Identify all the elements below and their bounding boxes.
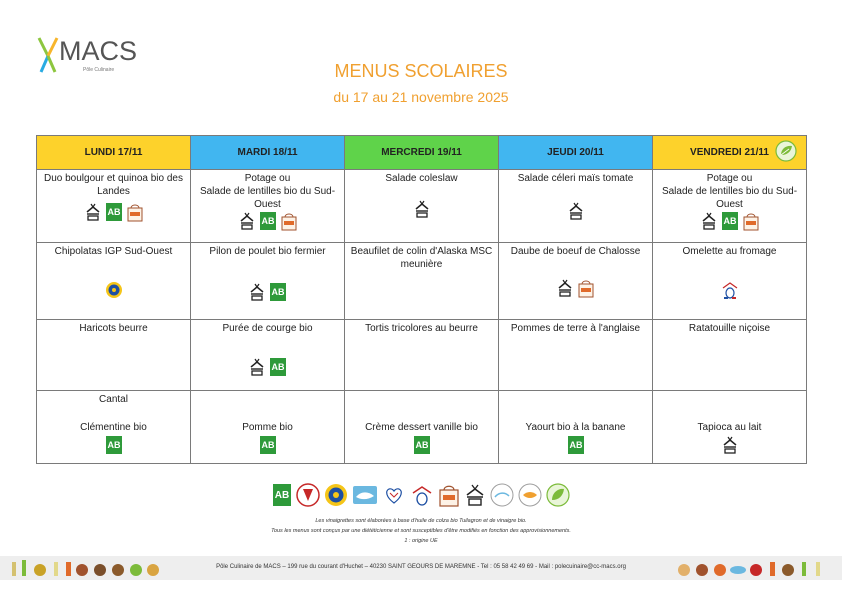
ab-bio-icon	[269, 357, 287, 377]
svg-text:AB: AB	[271, 287, 285, 297]
fait-maison-icon	[84, 202, 102, 222]
oeufs-france-icon	[721, 280, 739, 300]
day-header-wednesday	[345, 136, 499, 170]
fait-maison-icon	[238, 211, 256, 231]
footer-food-illustrations-right	[676, 558, 836, 578]
oeufs-france-icon	[410, 483, 434, 507]
svg-text:AB: AB	[723, 216, 736, 226]
ab-bio-icon	[413, 435, 431, 455]
menu-cell	[345, 170, 499, 243]
peche-durable-icon	[518, 483, 542, 507]
dish-name: Omelette au fromage	[682, 246, 777, 257]
label-rouge-icon	[296, 483, 320, 507]
page-title: MENUS SCOLAIRES	[334, 61, 508, 81]
menu-row-plat	[37, 243, 807, 320]
fait-maison-icon	[700, 211, 718, 231]
dish-name: Salade céleri maïs tomate	[517, 173, 634, 184]
msc-icon	[352, 484, 378, 506]
igp-icon	[105, 280, 123, 300]
fait-maison-icon	[556, 278, 574, 298]
svg-text:AB: AB	[569, 440, 582, 450]
day-header-monday	[37, 136, 191, 170]
note-origine: 1 : origine UE	[404, 538, 438, 544]
ab-bio-icon	[105, 202, 123, 222]
label-legend	[272, 483, 570, 507]
menu-cell	[653, 243, 807, 320]
dish-name: Duo boulgour et quinoa bio des Landes	[44, 173, 183, 197]
note-vinaigrette: Les vinaigrettes sont élaborées à base d'huile de colza bio Tuilagron et de vinaigre bio.	[315, 518, 527, 524]
ab-bio-icon	[105, 435, 123, 455]
fait-maison-icon	[464, 483, 486, 507]
dish-name-alt: Salade de lentilles bio du Sud-Ouest	[661, 186, 798, 210]
dish-name-alt: Clémentine bio	[80, 422, 147, 433]
menu-cell	[499, 170, 653, 243]
dish-name: Tapioca au lait	[697, 422, 762, 433]
dish-name: Salade coleslaw	[385, 173, 458, 184]
vegetarian-leaf-icon	[775, 140, 797, 162]
svg-text:AB: AB	[261, 216, 274, 226]
dish-name-alt: Salade de lentilles bio du Sud-Ouest	[199, 186, 336, 210]
dish-name: Pilon de poulet bio fermier	[209, 246, 326, 257]
menu-cell	[37, 170, 191, 243]
menu-cell	[345, 243, 499, 320]
menu-cell	[499, 320, 653, 391]
fruits-icon	[676, 558, 836, 578]
menu-row-entree	[37, 170, 807, 243]
menu-row-accompagnement	[37, 320, 807, 391]
fait-maison-icon	[413, 199, 431, 219]
svg-text:AB: AB	[415, 440, 428, 450]
svg-text:AB: AB	[107, 440, 120, 450]
dish-name: Pommes de terre à l'anglaise	[510, 323, 641, 334]
logo-text: MACS	[59, 36, 138, 66]
dish-name: Daube de boeuf de Chalosse	[510, 246, 641, 257]
produit-local-icon	[126, 202, 144, 222]
day-header-friday	[653, 136, 807, 170]
note-dieteticienne: Tous les menus sont conçus par une diététicienne et sont susceptibles d'être modifiés en fonction des approvisionnements.	[271, 528, 571, 534]
produit-local-icon	[280, 211, 298, 231]
menu-cell	[191, 320, 345, 391]
ab-bio-icon	[721, 211, 739, 231]
svg-text:AB: AB	[261, 440, 274, 450]
igp-icon	[324, 483, 348, 507]
svg-text:AB: AB	[274, 490, 290, 501]
footer-address: Pôle Culinaire de MACS – 199 rue du courant d'Huchet – 40230 SAINT GEOURS DE MAREMNE - Tel : 05 58 42 49 69 - Mail : polecuinaire@cc-macs.org	[216, 564, 626, 570]
svg-text:AB: AB	[271, 362, 285, 372]
pecheur-icon	[490, 483, 514, 507]
logo-subtitle: Pôle Culinaire	[83, 67, 115, 73]
day-label: LUNDI 17/11	[84, 147, 143, 158]
day-label: JEUDI 20/11	[547, 147, 604, 158]
menu-cell	[37, 391, 191, 464]
menu-cell	[345, 320, 499, 391]
menu-cell	[653, 320, 807, 391]
produit-local-icon	[742, 211, 760, 231]
ab-bio-icon	[567, 435, 585, 455]
dish-name: Potage ou	[244, 173, 291, 184]
dish-name: Potage ou	[706, 173, 753, 184]
dish-name: Cantal	[99, 394, 128, 405]
dish-name: Beaufilet de colin d'Alaska MSC meunière	[350, 246, 493, 270]
page-subtitle: du 17 au 21 novembre 2025	[333, 89, 509, 105]
day-header-tuesday	[191, 136, 345, 170]
ab-bio-icon	[272, 483, 292, 507]
fait-maison-icon	[248, 282, 266, 302]
menu-cell	[653, 170, 807, 243]
dish-name: Haricots beurre	[79, 323, 148, 334]
menu-cell	[345, 391, 499, 464]
ab-bio-icon	[269, 282, 287, 302]
vegetarian-leaf-icon	[546, 483, 570, 507]
day-header-thursday	[499, 136, 653, 170]
dish-name: Yaourt bio à la banane	[525, 422, 626, 433]
dish-name: Ratatouille niçoise	[688, 323, 771, 334]
dish-name: Tortis tricolores au beurre	[365, 323, 478, 334]
dish-name: Chipolatas IGP Sud-Ouest	[54, 246, 173, 257]
dish-name: Pomme bio	[242, 422, 293, 433]
dish-name: Purée de courge bio	[222, 323, 313, 334]
ab-bio-icon	[259, 435, 277, 455]
day-label: VENDREDI 21/11	[690, 147, 769, 158]
day-label: MARDI 18/11	[237, 147, 298, 158]
day-label: MERCREDI 19/11	[381, 147, 462, 158]
menu-row-dessert	[37, 391, 807, 464]
menu-table	[36, 135, 807, 464]
fait-maison-icon	[248, 357, 266, 377]
fait-maison-icon	[721, 435, 739, 455]
menu-cell	[191, 243, 345, 320]
produit-local-icon	[577, 278, 595, 298]
menu-cell	[37, 320, 191, 391]
ab-bio-icon	[259, 211, 277, 231]
menu-cell	[653, 391, 807, 464]
menu-cell	[499, 391, 653, 464]
menu-cell	[191, 170, 345, 243]
menu-cell	[191, 391, 345, 464]
produit-local-icon	[438, 483, 460, 507]
day-header-row	[37, 136, 807, 170]
dish-name: Crème dessert vanille bio	[365, 422, 478, 433]
menu-cell	[499, 243, 653, 320]
svg-text:AB: AB	[107, 207, 120, 217]
bleu-blanc-coeur-icon	[382, 483, 406, 507]
fait-maison-icon	[567, 201, 585, 221]
menu-cell	[37, 243, 191, 320]
